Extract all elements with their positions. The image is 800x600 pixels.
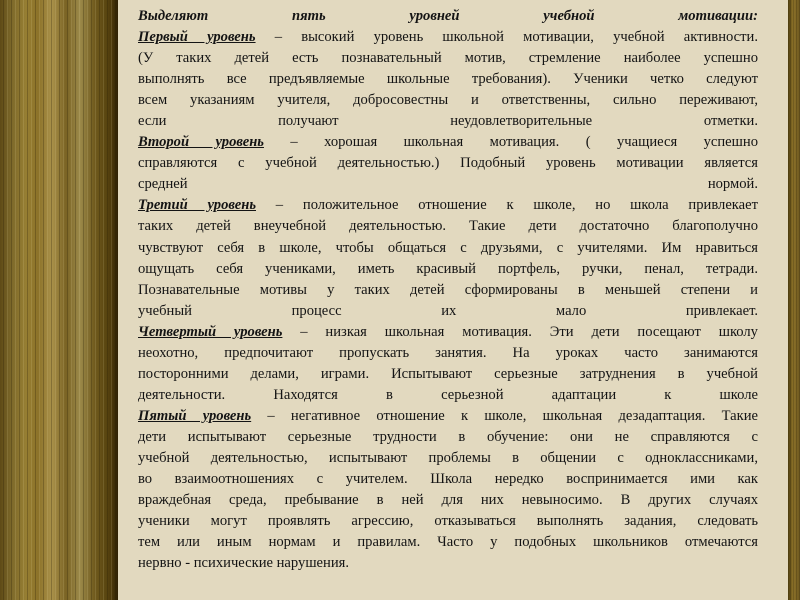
- level-4-line-1: неохотно, предпочитают пропускать занятия. На уроках часто занимаются: [138, 344, 758, 361]
- level-3-paragraph: [138, 195, 758, 321]
- level-1-paragraph: [138, 27, 758, 132]
- level-3-line-4: Познавательные мотивы у таких детей сформированы в меньшей степени и: [138, 281, 758, 298]
- level-3-line-3: ощущать себя учениками, иметь красивый портфель, ручки, пенал, тетради.: [138, 260, 758, 277]
- level-5-line-3: во взаимоотношениях с учителем. Школа нередко воспринимается ими как: [138, 471, 758, 488]
- level-1-line-4: если получают неудовлетворительные отметки.: [138, 113, 758, 130]
- level-5-line-0: – негативное отношение к школе, школьная дезадаптация. Такие: [251, 407, 758, 424]
- level-4-line-2: посторонними делами, играми. Испытывают серьезные затруднения в учебной: [138, 365, 758, 382]
- level-2-line-0: – хорошая школьная мотивация. ( учащиеся успешно: [263, 134, 758, 151]
- level-5-paragraph: [138, 406, 758, 574]
- level-4-line-0: – низкая школьная мотивация. Эти дети посещают школу: [282, 323, 758, 340]
- level-1-line-1: (У таких детей есть познавательный мотив, стремление наиболее успешно: [138, 50, 758, 67]
- level-5-line-5: ученики могут проявлять агрессию, отказываться выполнять задания, следовать: [138, 513, 758, 530]
- decorative-gold-border-left: [0, 0, 118, 600]
- text-body: [138, 6, 758, 574]
- level-2-line-1: справляются с учебной деятельностью.) Подобный уровень мотивации является: [138, 155, 758, 172]
- level-4-title: Четвертый уровень: [138, 323, 283, 340]
- level-5-line-6: тем или иным нормам и правилам. Часто у подобных школьников отмечаются: [138, 534, 758, 551]
- level-5-title: Пятый уровень: [138, 407, 252, 424]
- level-3-line-2: чувствуют себя в школе, чтобы общаться с друзьями, с учителями. Им нравиться: [138, 239, 758, 256]
- level-2-title: Второй уровень: [138, 134, 264, 151]
- level-5-line-2: учебной деятельностью, испытывают проблемы в общении с одноклассниками,: [138, 449, 758, 466]
- level-1-line-3: всем указаниям учителя, добросовестны и ответственны, сильно переживают,: [138, 92, 758, 109]
- level-5-line-7: нервно - психические нарушения.: [138, 555, 350, 572]
- level-5-line-4: враждебная среда, пребывание в ней для них невыносимо. В других случаях: [138, 492, 758, 509]
- level-4-line-3: деятельности. Находятся в серьезной адаптации к школе: [138, 386, 758, 403]
- level-3-line-1: таких детей внеучебной деятельностью. Такие дети достаточно благополучно: [138, 218, 758, 235]
- level-4-paragraph: [138, 322, 758, 406]
- level-3-title: Третий уровень: [138, 197, 256, 214]
- intro-heading: Выделяют пять уровней учебной мотивации:: [138, 8, 758, 24]
- level-1-title: Первый уровень: [138, 29, 256, 46]
- level-3-line-5: учебный процесс их мало привлекает.: [138, 302, 758, 319]
- level-5-line-1: дети испытывают серьезные трудности в обучение: они не справляются с: [138, 428, 758, 445]
- level-2-line-2: средней нормой.: [138, 176, 758, 193]
- level-3-line-0: – положительное отношение к школе, но школа привлекает: [256, 197, 758, 214]
- level-1-line-2: выполнять все предъявляемые школьные требования). Ученики четко следуют: [138, 71, 758, 88]
- decorative-gold-border-right: [788, 0, 800, 600]
- level-2-paragraph: [138, 132, 758, 195]
- level-1-line-0: – высокий уровень школьной мотивации, учебной активности.: [255, 29, 758, 46]
